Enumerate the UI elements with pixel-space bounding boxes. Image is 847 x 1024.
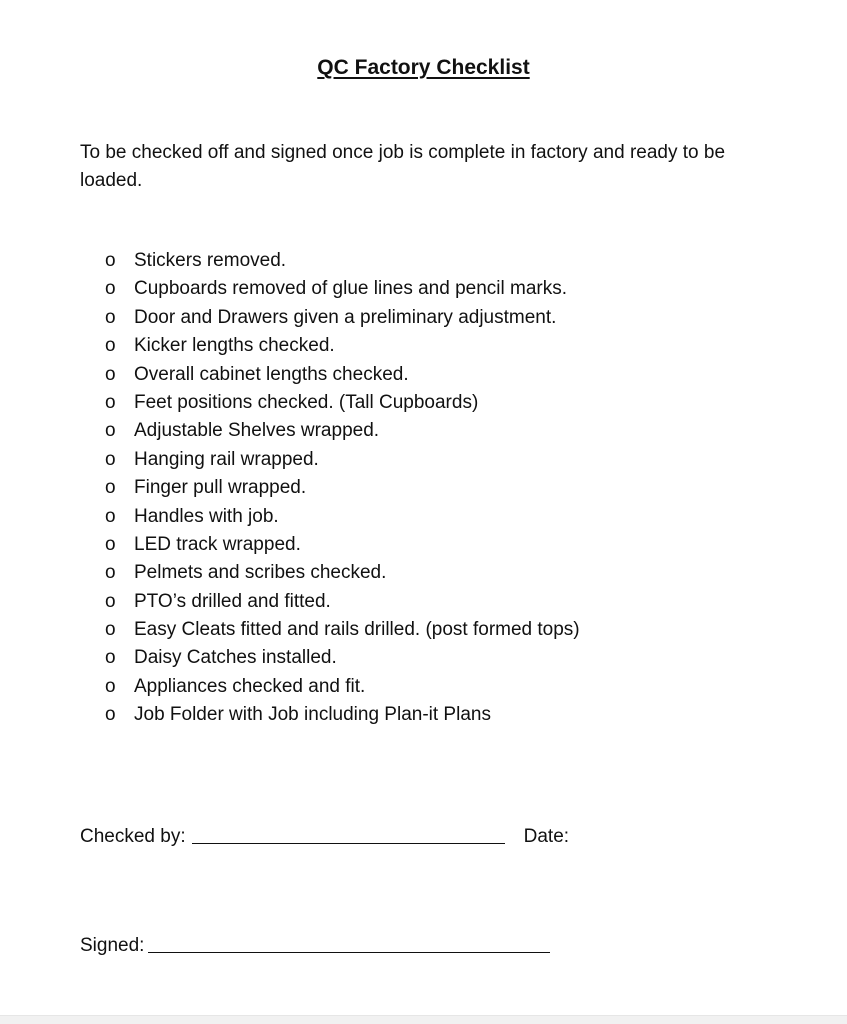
checklist-item-text: Handles with job. [134, 505, 279, 527]
checklist-item-text: PTO’s drilled and fitted. [134, 590, 331, 612]
checklist-item-text: Pelmets and scribes checked. [134, 562, 387, 584]
checklist-item-text: Door and Drawers given a preliminary adjustment. [134, 306, 557, 328]
checklist-item [105, 474, 580, 502]
bullet-icon: o [105, 619, 116, 641]
signature-line [148, 952, 550, 953]
checklist-item [105, 503, 580, 531]
checklist-item [105, 389, 580, 417]
checklist-item [105, 275, 580, 303]
checklist-item [105, 588, 580, 616]
checklist-item-text: Adjustable Shelves wrapped. [134, 420, 380, 442]
checklist-item-text: LED track wrapped. [134, 533, 301, 555]
bullet-icon: o [105, 647, 116, 669]
bullet-icon: o [105, 278, 116, 300]
checklist-item [105, 531, 580, 559]
checked-by-line [192, 843, 505, 844]
checklist-item [105, 247, 580, 275]
checklist-item [105, 673, 580, 701]
checklist-item-text: Hanging rail wrapped. [134, 448, 319, 470]
checked-by-row [80, 823, 569, 851]
signed-row [80, 932, 550, 960]
bullet-icon: o [105, 363, 116, 385]
checklist-item [105, 332, 580, 360]
intro-text: To be checked off and signed once job is complete in factory and ready to be loaded. [80, 142, 726, 191]
checklist-item [105, 361, 580, 389]
checklist-item [105, 701, 580, 729]
bullet-icon: o [105, 391, 116, 413]
bullet-icon: o [105, 505, 116, 527]
bullet-icon: o [105, 533, 116, 555]
bullet-icon: o [105, 590, 116, 612]
bullet-icon: o [105, 448, 116, 470]
checklist-item-text: Daisy Catches installed. [134, 647, 337, 669]
bullet-icon: o [105, 675, 116, 697]
checklist-item-text: Easy Cleats fitted and rails drilled. (post formed tops) [134, 619, 580, 641]
checklist-item-text: Overall cabinet lengths checked. [134, 363, 409, 385]
checklist-item [105, 417, 580, 445]
checklist-item [105, 559, 580, 587]
bullet-icon: o [105, 335, 116, 357]
checklist-item [105, 304, 580, 332]
bullet-icon: o [105, 420, 116, 442]
bullet-icon: o [105, 562, 116, 584]
bullet-icon: o [105, 704, 116, 726]
date-label: Date: [523, 826, 570, 847]
bullet-icon: o [105, 250, 116, 271]
checklist-item [105, 446, 580, 474]
checklist-item-text: Stickers removed. [134, 250, 287, 271]
bullet-icon: o [105, 306, 116, 328]
page-bottom-edge [0, 1015, 847, 1024]
checklist-item [105, 616, 580, 644]
signed-label: Signed: [80, 935, 145, 956]
checklist-item [105, 644, 580, 672]
checklist-item-text: Feet positions checked. (Tall Cupboards) [134, 391, 479, 413]
checklist-item-text: Appliances checked and fit. [134, 675, 366, 697]
checked-by-label: Checked by: [80, 826, 186, 847]
checklist-item-text: Job Folder with Job including Plan-it Plans [134, 704, 491, 726]
checklist [105, 247, 580, 730]
bullet-icon: o [105, 477, 116, 499]
checklist-item-text: Cupboards removed of glue lines and pencil marks. [134, 278, 568, 300]
checklist-item-text: Kicker lengths checked. [134, 335, 335, 357]
page-title: QC Factory Checklist [317, 56, 530, 79]
checklist-item-text: Finger pull wrapped. [134, 477, 307, 499]
